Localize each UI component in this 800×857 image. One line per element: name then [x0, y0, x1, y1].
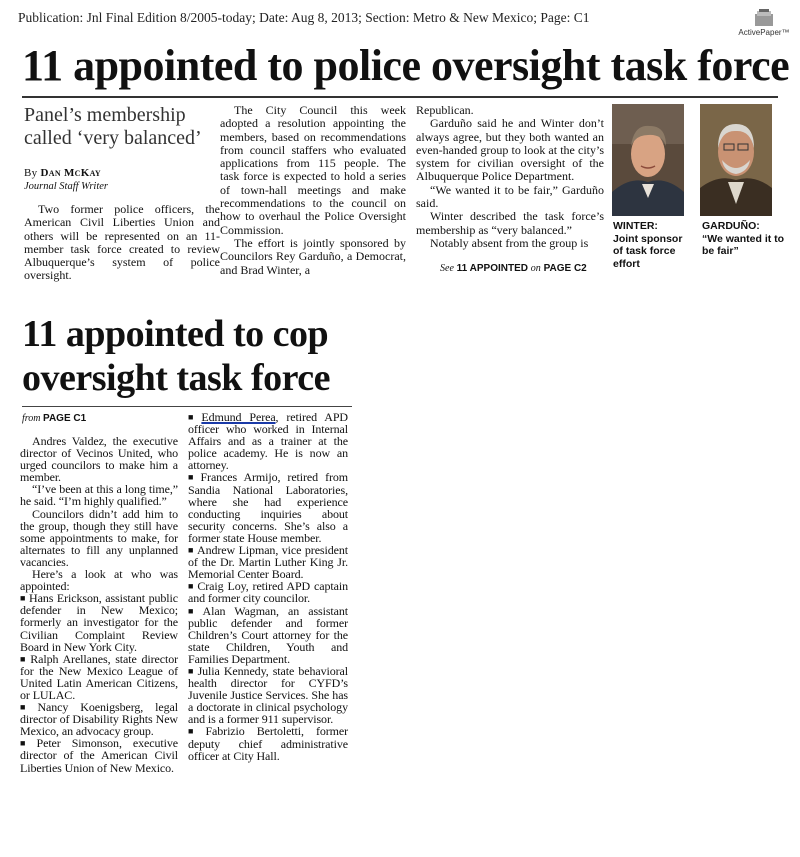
jump-page: PAGE C2 — [543, 263, 587, 274]
bullet-icon: ■ — [20, 653, 28, 664]
bullet-icon: ■ — [188, 472, 198, 483]
appointee-item — [20, 592, 178, 652]
appointee-item — [20, 653, 178, 701]
caption-name: WINTER: — [613, 220, 658, 232]
appointee-item — [188, 725, 348, 761]
byline-role: Journal Staff Writer — [24, 181, 108, 192]
from-page: PAGE C1 — [43, 413, 87, 424]
appointee-text: Craig Loy, retired APD captain and former city councilor. — [188, 579, 349, 606]
bullet-icon: ■ — [20, 738, 34, 749]
jump-column-1 — [20, 435, 178, 774]
appointee-item — [188, 471, 348, 544]
caption-text: Joint sponsor of task force effort — [613, 232, 683, 270]
bullet-icon: ■ — [188, 545, 194, 556]
appointee-item — [188, 544, 348, 580]
appointee-item — [20, 737, 178, 773]
highlighted-name[interactable]: Edmund Perea — [201, 410, 276, 424]
caption-name: GARDUÑO: — [702, 220, 760, 232]
appointee-item — [188, 411, 348, 471]
bullet-icon: ■ — [188, 581, 195, 592]
appointee-text: Andrew Lipman, vice president of the Dr. Martin Luther King Jr. Memorial Center Board. — [188, 543, 348, 582]
caption-text: “We wanted it to be fair” — [702, 232, 785, 257]
appointee-text: Ralph Arellanes, state director for the New Mexico League of United Latin American Citizens, or LULAC. — [20, 651, 179, 702]
bullet-icon: ■ — [188, 726, 203, 737]
front-deck: Panel’s membership called ‘very balanced’ — [24, 104, 202, 149]
bullet-icon: ■ — [188, 412, 199, 422]
jump-on: on — [530, 263, 541, 274]
paragraph: Garduño said he and Winter don’t always agree, but they both wanted an even-handed group to look at the city’s system for civilian oversight of the Albuquerque Police Department. — [416, 116, 604, 184]
jump-divider — [22, 406, 352, 407]
bullet-icon: ■ — [20, 593, 27, 604]
front-headline: 11 appointed to police oversight task force — [22, 41, 790, 90]
jump-headline: 11 appointed to cop oversight task force — [22, 313, 331, 399]
appointee-text: Julia Kennedy, state behavioral health director for CYFD’s Juvenile Justice Services. She has a doctorate in clinical psychology and is a former 911 supervisor. — [188, 663, 348, 727]
from-tag — [22, 413, 86, 424]
appointee-text: Frances Armijo, retired from Sandia National Laboratories, where she had experience conducting inquiries about security concerns. She’s also a former state House member. — [188, 470, 348, 545]
jump-name: 11 APPOINTED — [456, 263, 528, 274]
jump-reference[interactable] — [440, 263, 587, 274]
paragraph: Here’s a look at who was appointed: — [20, 567, 178, 594]
appointee-text: Alan Wagman, an assistant public defender and former Children’s Court attorney for the state Children, Youth and Families Department. — [188, 603, 348, 666]
appointee-item — [188, 605, 348, 665]
appointee-item — [188, 580, 348, 604]
appointee-text: Nancy Koenigsberg, legal director of Disability Rights New Mexico, an advocacy group. — [20, 700, 179, 739]
appointee-item — [20, 701, 178, 737]
paragraph: Andres Valdez, the executive director of Vecinos United, who urged councilors to make him a member. — [20, 434, 178, 485]
paragraph: “I’ve been at this a long time,” he said. “I’m highly qualified.” — [20, 482, 178, 509]
headline-divider — [22, 96, 778, 98]
jump-see: See — [440, 263, 454, 274]
appointee-text: Fabrizio Bertoletti, former deputy chief administrative officer at City Hall. — [188, 724, 348, 763]
bullet-icon: ■ — [188, 665, 195, 676]
paragraph: The City Council this week adopted a resolution appointing the members, based on recommendations from council staffers who evaluated applications from 115 people. The task force is expected to hold a series of town-hall meetings and make recommendations to the council on how to overhaul the Police Oversight Commission. — [220, 103, 406, 237]
byline-prefix: By — [24, 167, 41, 179]
jump-column-2 — [188, 411, 348, 762]
activepaper-label: ActivePaper™ — [738, 28, 790, 37]
garduno-caption — [702, 220, 792, 258]
front-column-2 — [220, 104, 406, 277]
paragraph: Two former police officers, the American Civil Liberties Union and others will be represented on an 11-member task force created to review Albuquerque’s system of police oversight. — [24, 202, 220, 283]
paragraph: “We wanted it to be fair,” Garduño said. — [416, 182, 604, 211]
front-column-1 — [24, 203, 220, 283]
paragraph: Republican. — [416, 103, 474, 117]
appointee-text: , retired APD officer who worked in Internal Affairs and as a trainer at the police academy. He is now an attorney. — [188, 410, 348, 473]
garduno-photo — [700, 104, 772, 216]
publication-info: Publication: Jnl Final Edition 8/2005-today; Date: Aug 8, 2013; Section: Metro & New Mexico; Page: C1 — [18, 10, 590, 25]
activepaper-logo-icon — [751, 8, 777, 28]
appointee-item — [188, 665, 348, 725]
front-column-3 — [416, 104, 604, 250]
winter-photo — [612, 104, 684, 216]
winter-caption — [613, 220, 695, 270]
from-word: from — [22, 413, 41, 424]
byline-name: Dan McKay — [40, 167, 101, 179]
bullet-icon: ■ — [188, 605, 200, 616]
paragraph: Winter described the task force’s membership as “very balanced.” — [416, 209, 604, 237]
activepaper-logo[interactable] — [735, 8, 793, 37]
paragraph: The effort is jointly sponsored by Councilors Rey Garduño, a Democrat, and Brad Winter, a — [220, 235, 406, 277]
paragraph: Notably absent from the group is — [430, 235, 589, 250]
paragraph: Councilors didn’t add him to the group, though they still have some appointments to make, for alternates to fill any unplanned vacancies. — [20, 506, 178, 569]
bullet-icon: ■ — [20, 702, 35, 713]
byline — [24, 166, 220, 194]
appointee-text: Peter Simonson, executive director of the American Civil Liberties Union of New Mexico. — [20, 736, 178, 775]
appointee-text: Hans Erickson, assistant public defender in New Mexico; formerly an investigator for the Civilian Complaint Review Board in New York City. — [20, 591, 178, 654]
